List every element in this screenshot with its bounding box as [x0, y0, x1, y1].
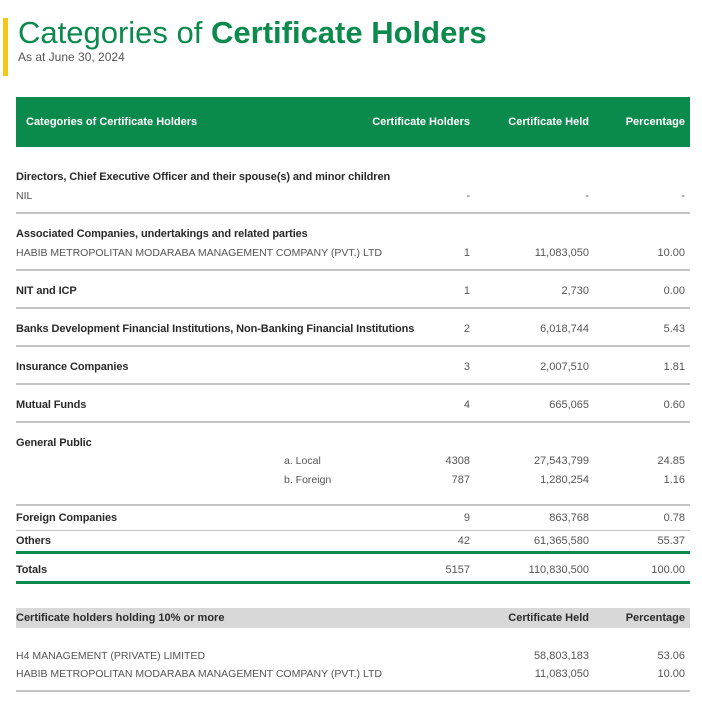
row-insurance-label: Insurance Companies: [16, 361, 129, 373]
row-directors-held: -: [585, 190, 589, 202]
row-public-label: General Public: [16, 437, 92, 449]
major-holders-header: [16, 608, 690, 628]
row-totals-held: 110,830,500: [528, 564, 589, 576]
row-associated-label: Associated Companies, undertakings and related parties: [16, 228, 308, 240]
col-percentage: Percentage: [625, 116, 685, 128]
col-holders: Certificate Holders: [372, 116, 470, 128]
row-divider: [16, 212, 690, 214]
row-associated-sub: HABIB METROPOLITAN MODARABA MANAGEMENT COMPANY (PVT.) LTD: [16, 247, 382, 259]
row-totals-holders: 5157: [445, 564, 470, 576]
row-public-local-held: 27,543,799: [533, 455, 589, 467]
major-row-name: HABIB METROPOLITAN MODARABA MANAGEMENT COMPANY (PVT.) LTD: [16, 668, 382, 680]
row-nit-label: NIT and ICP: [16, 285, 77, 297]
row-directors-label: Directors, Chief Executive Officer and their spouse(s) and minor children: [16, 171, 391, 183]
row-associated-held: 11,083,050: [534, 247, 589, 259]
row-public-local-holders: 4308: [445, 455, 470, 467]
row-others-label: Others: [16, 535, 51, 547]
major-row-name: H4 MANAGEMENT (PRIVATE) LIMITED: [16, 650, 206, 662]
row-nit-held: 2,730: [561, 285, 589, 297]
totals-top-rule: [16, 551, 690, 554]
row-public-local-pct: 24.85: [657, 455, 685, 467]
row-divider: [16, 345, 690, 347]
row-divider: [16, 383, 690, 385]
row-insurance-held: 2,007,510: [540, 361, 589, 373]
table-header: [16, 97, 690, 147]
row-totals-label: Totals: [16, 564, 47, 576]
row-associated-holders: 1: [463, 247, 470, 259]
col-category: Categories of Certificate Holders: [26, 116, 198, 128]
major-col-name: Certificate holders holding 10% or more: [16, 612, 225, 624]
row-totals-pct: 100.00: [651, 564, 685, 576]
row-directors-pct: -: [681, 190, 685, 202]
row-divider: [16, 504, 690, 506]
major-bottom-rule: [16, 690, 690, 692]
row-mutual-held: 665,065: [549, 399, 589, 411]
row-others-pct: 55.37: [657, 535, 685, 547]
accent-bar: [3, 18, 8, 76]
row-associated-pct: 10.00: [657, 247, 685, 259]
row-public-foreign-pct: 1.16: [663, 474, 685, 486]
row-public-foreign-holders: 787: [451, 474, 470, 486]
row-mutual-label: Mutual Funds: [16, 399, 87, 411]
row-banks-pct: 5.43: [663, 323, 685, 335]
row-directors-sub: NIL: [16, 190, 33, 202]
row-divider: [16, 307, 690, 309]
major-row-held: 11,083,050: [534, 668, 589, 680]
row-others-holders: 42: [457, 535, 470, 547]
row-insurance-pct: 1.81: [663, 361, 685, 373]
page-subtitle: As at June 30, 2024: [18, 50, 125, 64]
row-mutual-pct: 0.60: [663, 399, 685, 411]
row-foreign-companies-holders: 9: [463, 512, 470, 524]
totals-bottom-rule: [16, 581, 690, 584]
row-divider: [16, 530, 690, 531]
major-col-percentage: Percentage: [625, 612, 685, 624]
row-foreign-companies-held: 863,768: [549, 512, 589, 524]
row-public-local-label: a. Local: [284, 455, 321, 467]
row-nit-pct: 0.00: [663, 285, 685, 297]
major-row-held: 58,803,183: [533, 650, 589, 662]
row-directors-holders: -: [466, 190, 470, 202]
row-foreign-companies-label: Foreign Companies: [16, 512, 117, 524]
row-foreign-companies-pct: 0.78: [663, 512, 685, 524]
major-row-pct: 53.06: [657, 650, 685, 662]
row-divider: [16, 269, 690, 271]
major-col-held: Certificate Held: [508, 612, 589, 624]
row-mutual-holders: 4: [463, 399, 470, 411]
row-banks-label: Banks Development Financial Institutions, Non-Banking Financial Institutions: [16, 323, 415, 335]
col-held: Certificate Held: [508, 116, 589, 128]
row-divider: [16, 421, 690, 423]
major-row-pct: 10.00: [657, 668, 685, 680]
row-insurance-holders: 3: [463, 361, 470, 373]
page-title: Categories of Certificate Holders: [18, 15, 487, 50]
row-others-held: 61,365,580: [533, 535, 589, 547]
row-banks-held: 6,018,744: [540, 323, 589, 335]
row-public-foreign-label: b. Foreign: [284, 474, 332, 486]
row-nit-holders: 1: [463, 285, 470, 297]
row-banks-holders: 2: [463, 323, 470, 335]
row-public-foreign-held: 1,280,254: [540, 474, 589, 486]
